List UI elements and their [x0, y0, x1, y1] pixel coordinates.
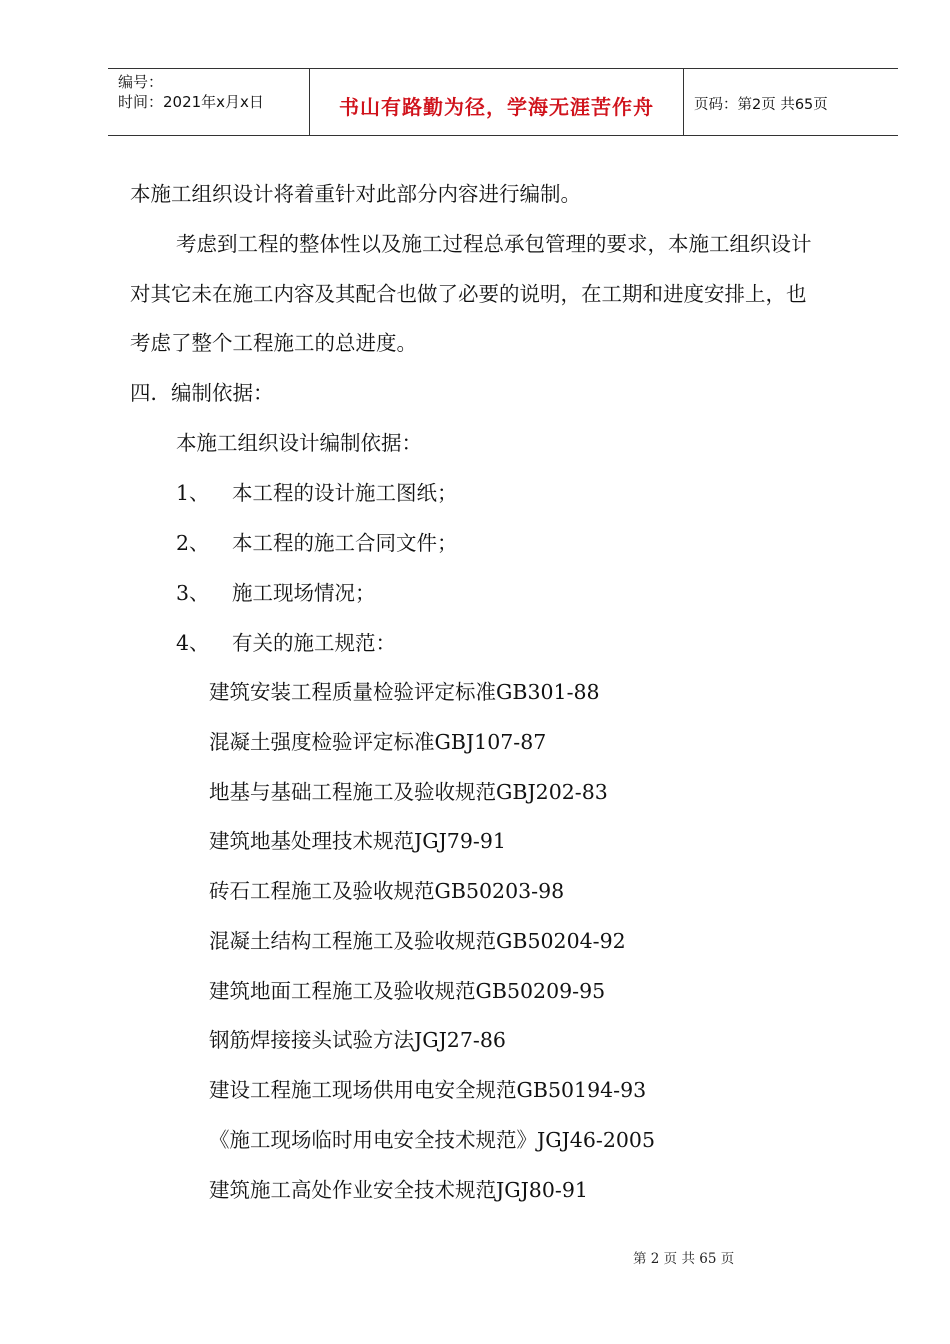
- list-item-text: 有关的施工规范：: [232, 631, 396, 655]
- standard-item: 建筑地面工程施工及验收规范GB50209-95: [209, 979, 606, 1003]
- paragraph-line: 考虑到工程的整体性以及施工过程总承包管理的要求，本施工组织设计: [176, 232, 812, 256]
- document-date-label: 时间：2021年x月x日: [118, 93, 264, 111]
- standard-item: 砖石工程施工及验收规范GB50203-98: [209, 879, 565, 903]
- header-right-cell: [684, 69, 898, 135]
- list-item: [176, 630, 396, 656]
- list-item-text: 本工程的施工合同文件；: [232, 531, 458, 555]
- standard-item: 建筑地基处理技术规范JGJ79-91: [209, 829, 506, 853]
- section-intro: 本施工组织设计编制依据：: [176, 431, 422, 455]
- page-header: [108, 68, 898, 136]
- standard-item: 建设工程施工现场供用电安全规范GB50194-93: [209, 1078, 647, 1102]
- header-motto: 书山有路勤为径，学海无涯苦作舟: [339, 95, 654, 119]
- standard-item: 钢筋焊接接头试验方法JGJ27-86: [209, 1028, 506, 1052]
- section-heading: 四．编制依据：: [130, 381, 274, 405]
- paragraph-line: 对其它未在施工内容及其配合也做了必要的说明，在工期和进度安排上，也: [130, 282, 807, 306]
- standard-item: 《施工现场临时用电安全技术规范》JGJ46-2005: [209, 1128, 655, 1152]
- list-item-number: 3、: [176, 581, 210, 605]
- standard-item: 混凝土结构工程施工及验收规范GB50204-92: [209, 929, 626, 953]
- list-item-text: 施工现场情况；: [232, 581, 376, 605]
- header-left-cell: [108, 69, 310, 135]
- standard-item: 混凝土强度检验评定标准GBJ107-87: [209, 730, 547, 754]
- list-item-number: 2、: [176, 531, 210, 555]
- header-page-info: 页码：第2页 共65页: [694, 97, 828, 113]
- paragraph-line: 考虑了整个工程施工的总进度。: [130, 331, 417, 355]
- document-number-label: 编号：: [118, 73, 164, 91]
- standard-item: 建筑安装工程质量检验评定标准GB301-88: [209, 680, 600, 704]
- paragraph-line: 本施工组织设计将着重针对此部分内容进行编制。: [130, 182, 581, 206]
- standard-item: 地基与基础工程施工及验收规范GBJ202-83: [209, 780, 608, 804]
- list-item-text: 本工程的设计施工图纸；: [232, 481, 458, 505]
- page-footer: 第 2 页 共 65 页: [633, 1251, 735, 1267]
- list-item: [176, 480, 458, 506]
- list-item: [176, 530, 458, 556]
- standard-item: 建筑施工高处作业安全技术规范JGJ80-91: [209, 1178, 588, 1202]
- list-item-number: 1、: [176, 481, 210, 505]
- list-item-number: 4、: [176, 631, 210, 655]
- header-middle-cell: [310, 69, 684, 135]
- list-item: [176, 580, 376, 606]
